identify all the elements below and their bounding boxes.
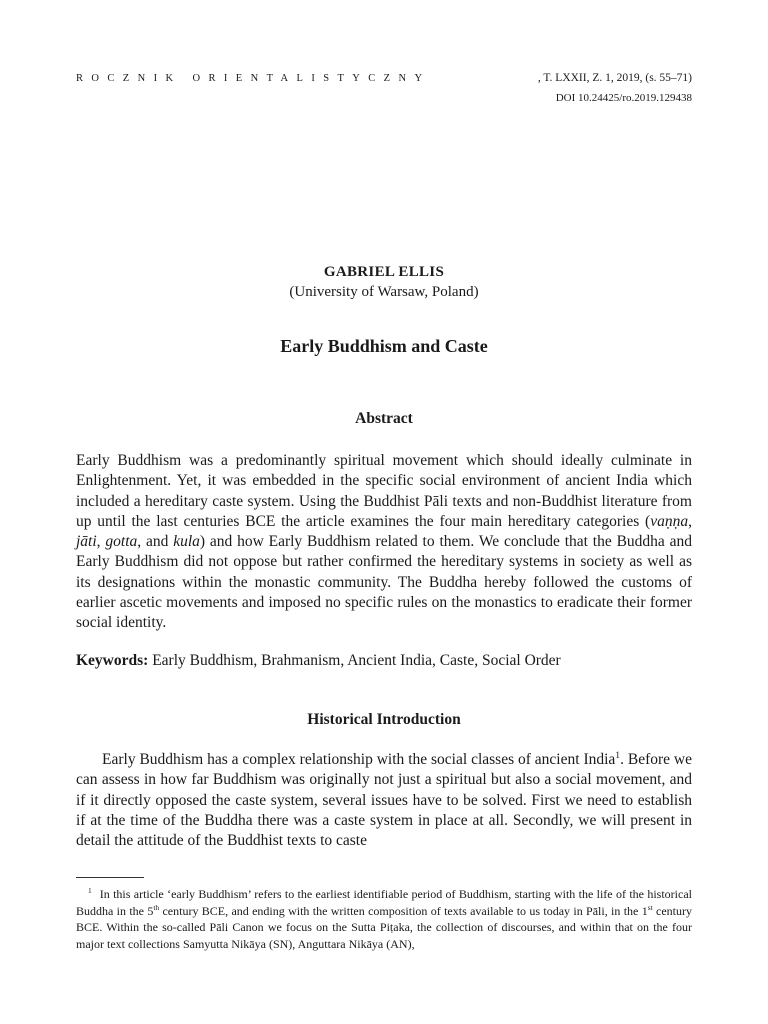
footnote-reference[interactable]: 1 bbox=[615, 749, 621, 761]
term-vanna: vaṇṇa bbox=[650, 512, 689, 530]
keywords-line bbox=[76, 651, 692, 671]
keywords-label: Keywords: bbox=[76, 652, 149, 669]
abstract-separator: , and bbox=[137, 533, 174, 551]
abstract-heading: Abstract bbox=[355, 410, 413, 427]
abstract-text-end: ) and how Early Buddhism related to them. We conclude that the Buddha and Early Buddhism did not oppose but rather confirmed the hereditary systems in society as well as its designations within the monastic community. The Buddha hereby followed the customs of earlier ascetic movements and imposed no specific rules on the monastics to eradicate their former social identity. bbox=[76, 533, 692, 632]
footnote-superscript: th bbox=[153, 902, 160, 912]
term-gotta: gotta bbox=[105, 533, 138, 551]
footnote-1 bbox=[76, 886, 692, 952]
abstract-separator: , bbox=[96, 533, 106, 551]
footnote-superscript: st bbox=[647, 902, 653, 912]
introduction-paragraph bbox=[76, 750, 692, 851]
footnote-divider bbox=[76, 877, 144, 878]
introduction-text-end: . Before we can assess in how far Buddhism was originally not just a spiritual but also a social movement, and if it directly opposed the caste system, several issues have to be solved. First we need to establish if at the time of the Buddha there was a caste system in place at all. Secondly, we will present in detail the attitude of the Buddhist texts to caste bbox=[76, 751, 692, 850]
doi-line: DOI 10.24425/ro.2019.129438 bbox=[555, 92, 692, 104]
running-header bbox=[76, 72, 692, 84]
journal-name: ROCZNIK ORIENTALISTYCZNY bbox=[76, 73, 431, 84]
abstract-separator: , bbox=[688, 512, 692, 530]
author-name: GABRIEL ELLIS bbox=[323, 264, 445, 280]
issue-details: , T. LXXII, Z. 1, 2019, (s. 55–71) bbox=[537, 72, 692, 84]
abstract-paragraph bbox=[76, 451, 692, 634]
introduction-text-start: Early Buddhism has a complex relationship with the social classes of ancient India bbox=[102, 751, 616, 768]
author-block bbox=[0, 262, 768, 302]
footnote-text-part: century BCE. Within the so-called Pāli Canon we focus on the Sutta Piṭaka, the collection of discourses, and within that on the four major text collections Samyutta Nikāya (SN), Anguttara Nikāya (AN), bbox=[76, 903, 693, 951]
section-heading-historical-introduction: Historical Introduction bbox=[307, 711, 461, 728]
article-title: Early Buddhism and Caste bbox=[280, 336, 488, 356]
footnote-text-part: century BCE, and ending with the written composition of texts available to us today in Pāli, in the 1 bbox=[159, 903, 648, 918]
footnote-mark: 1 bbox=[88, 886, 92, 895]
author-affiliation: (University of Warsaw, Poland) bbox=[289, 284, 479, 300]
footnote-text-part: In this article ‘early Buddhism’ refers to the earliest identifiable period of Buddhism, starting with the life of the historical Buddha in the 5 bbox=[76, 887, 692, 918]
term-jati: jāti bbox=[76, 533, 97, 551]
term-kula: kula bbox=[173, 533, 200, 551]
abstract-text-start: Early Buddhism was a predominantly spiritual movement which should ideally culminate in Enlightenment. Yet, it was embedded in the specific social environment of ancient India which included a hereditary caste system. Using the Buddhist Pāli texts and non-Buddhist literature from up until the last centuries BCE the article examines the four main hereditary categories ( bbox=[76, 452, 692, 530]
keywords-value: Early Buddhism, Brahmanism, Ancient India, Caste, Social Order bbox=[148, 652, 561, 669]
